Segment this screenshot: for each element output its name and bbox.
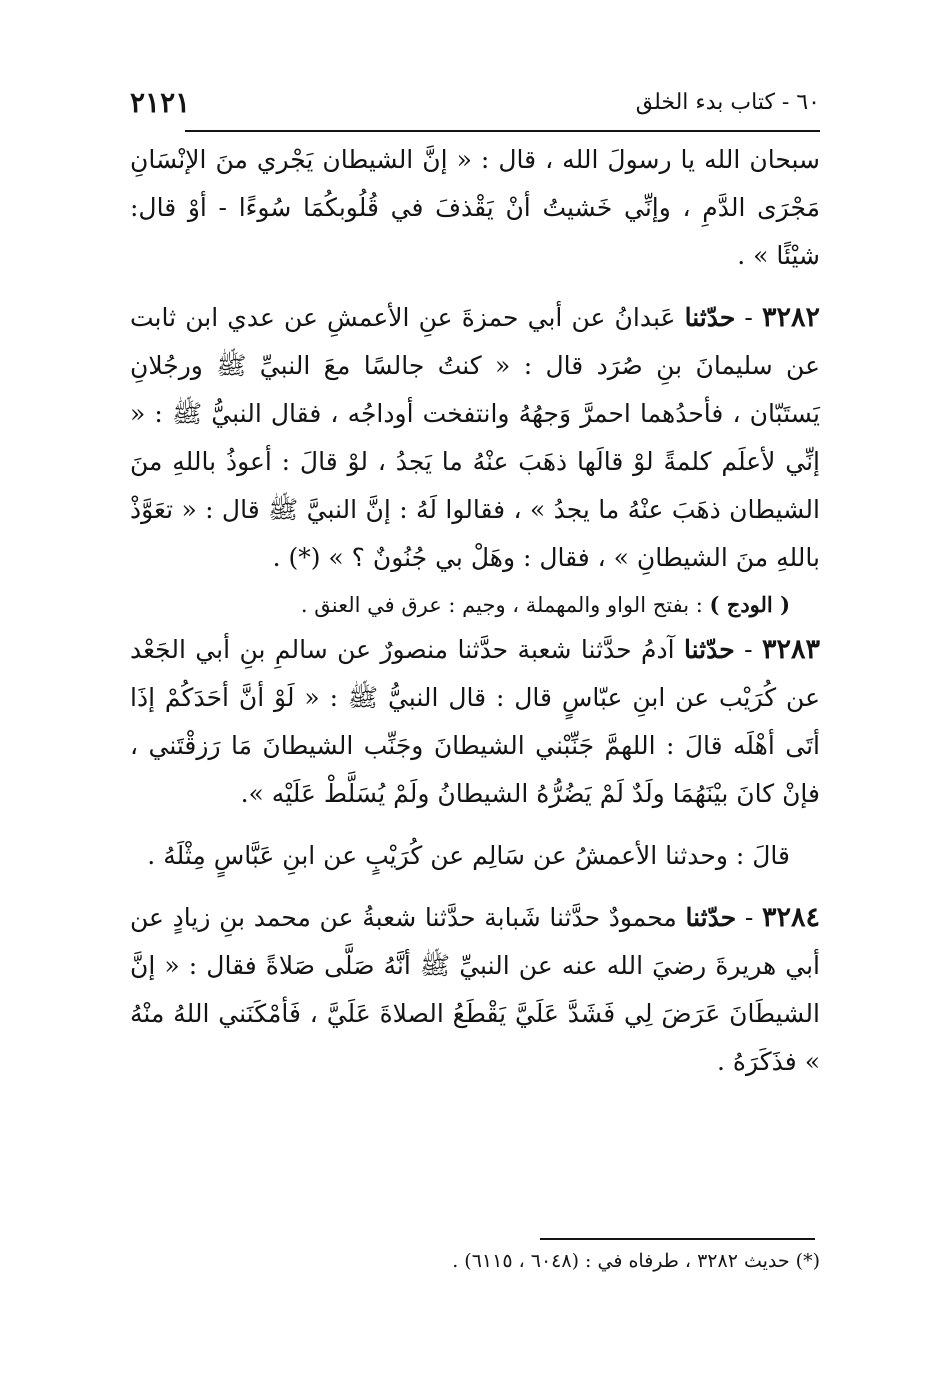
page-body — [130, 136, 820, 1086]
hadith-3283: ٣٢٨٣ - حدّثنا آدمُ حدَّثنا شعبة حدَّثنا منصورٌ عن سالمِ بنِ أبي الجَعْد عن كُرَيْب عن ابنِ عبّاسٍ قال : قال النبيُّ ﷺ : « لَوْ أنَّ أحَدَكُمْ إذَا أتَى أهْلَه قالَ : اللهمَّ جَنِّبْني الشيطانَ وجَنِّب الشيطانَ مَا رَزقْتَني ، فإنْ كانَ بيْنَهُمَا ولَدٌ لَمْ يَضُرُّهُ الشيطانُ ولَمْ يُسَلَّطْ عَلَيْه ». — [130, 634, 821, 808]
hadith-text: محمودٌ حدَّثنا شَبابة حدَّثنا شعبةُ عن محمد بنِ زيادٍ عن أبي هريرةَ رضيَ الله عنه عن النبيِّ ﷺ أنَّهُ صَلَّى صَلاةً فقال : « إنَّ الشيطَانَ عَرَضَ لِي فَشَدَّ عَلَيَّ يَقْطَعُ الصلاةَ عَلَيَّ ، فَأمْكَنَني اللهُ منْهُ » فذَكَرَهُ . — [130, 903, 820, 1076]
page-header — [130, 86, 820, 126]
hadith-number: ٣٢٨٤ — [762, 902, 821, 933]
hadith-number: ٣٢٨٣ — [762, 634, 821, 665]
hadith-lead: حدّثنا — [684, 303, 736, 332]
paragraph-text: سبحان الله يا رسولَ الله ، قال : « إنَّ الشيطان يَجْري منَ الإنْسَانِ مَجْرَى الدَّمِ ، وإنِّي خَشيتُ أنْ يَقْذفَ في قُلُوبكُمَا سُوءًا - أوْ قال: شيْئًا » . — [130, 145, 820, 270]
header-rule — [185, 130, 820, 132]
hadith-3284: ٣٢٨٤ - حدّثنا محمودٌ حدَّثنا شَبابة حدَّثنا شعبةُ عن محمد بنِ زيادٍ عن أبي هريرةَ رضيَ الله عنه عن النبيِّ ﷺ أنَّهُ صَلَّى صَلاةً فقال : « إنَّ الشيطَانَ عَرَضَ لِي فَشَدَّ عَلَيَّ يَقْطَعُ الصلاةَ عَلَيَّ ، فَأمْكَنَني اللهُ منْهُ » فذَكَرَهُ . — [130, 902, 821, 1076]
gloss-text: : بفتح الواو والمهملة ، وجيم : عرق في العنق . — [300, 593, 703, 617]
gloss-note — [130, 584, 820, 626]
hadith-text: آدمُ حدَّثنا شعبة حدَّثنا منصورٌ عن سالمِ بنِ أبي الجَعْد عن كُرَيْب عن ابنِ عبّاسٍ قال : قال النبيُّ ﷺ : « لَوْ أنَّ أحَدَكُمْ إذَا أتَى أهْلَه قالَ : اللهمَّ جَنِّبْني الشيطانَ وجَنِّب الشيطانَ مَا رَزقْتَني ، فإنْ كانَ بيْنَهُمَا ولَدٌ لَمْ يَضُرُّهُ الشيطانُ ولَمْ يُسَلَّطْ عَلَيْه ». — [130, 635, 820, 808]
page-number: ٢١٢١ — [130, 86, 191, 119]
paragraph-continuation — [130, 136, 820, 280]
gloss-term: ( الودج ) — [709, 592, 790, 617]
hadith-number: ٣٢٨٢ — [761, 302, 820, 333]
hadith-lead: حدّثنا — [685, 903, 737, 932]
hadith-3282: ٣٢٨٢ - حدّثنا عَبدانُ عن أبي حمزةَ عنِ الأعمشِ عن عدي ابن ثابت عن سليمانَ بنِ صُرَد قال : « كنتُ جالسًا معَ النبيِّ ﷺ ورجُلانِ يَستَبّان ، فأحدُهما احمرَّ وَجهُهُ وانتفخت أوداجُه ، فقال النبيُّ ﷺ : « إنِّي لأعلَم كلمةً لوْ قالَها ذهَبَ عنْهُ ما يَجدُ ، لوْ قالَ : أعوذُ باللهِ منَ الشيطان ذهَبَ عنْهُ ما يجدُ » ، فقالوا لَهُ : إنَّ النبيَّ ﷺ قال : « تعَوَّذْ باللهِ منَ الشيطانِ » ، فقال : وهَلْ بي جُنُونٌ ؟ » (*) . — [130, 302, 820, 572]
footnote-rule — [540, 1238, 815, 1240]
paragraph-qala — [130, 832, 820, 880]
footnote: (*) حديث ٣٢٨٢ ، طرفاه في : (٦٠٤٨ ، ٦١١٥) . — [452, 1250, 820, 1272]
hadith-text: عَبدانُ عن أبي حمزةَ عنِ الأعمشِ عن عدي ابن ثابت عن سليمانَ بنِ صُرَد قال : « كنتُ جالسًا معَ النبيِّ ﷺ ورجُلانِ يَستَبّان ، فأحدُهما احمرَّ وَجهُهُ وانتفخت أوداجُه ، فقال النبيُّ ﷺ : « إنِّي لأعلَم كلمةً لوْ قالَها ذهَبَ عنْهُ ما يَجدُ ، لوْ قالَ : أعوذُ باللهِ منَ الشيطان ذهَبَ عنْهُ ما يجدُ » ، فقالوا لَهُ : إنَّ النبيَّ ﷺ قال : « تعَوَّذْ باللهِ منَ الشيطانِ » ، فقال : وهَلْ بي جُنُونٌ ؟ » (*) . — [130, 303, 820, 572]
paragraph-text: قالَ : وحدثنا الأعمشُ عن سَالِم عن كُرَيْبٍ عن ابنِ عَبَّاسٍ مِثْلَهُ . — [147, 841, 790, 870]
running-title: ٦٠ - كتاب بدء الخلق — [635, 90, 820, 115]
hadith-lead: حدّثنا — [684, 635, 735, 664]
